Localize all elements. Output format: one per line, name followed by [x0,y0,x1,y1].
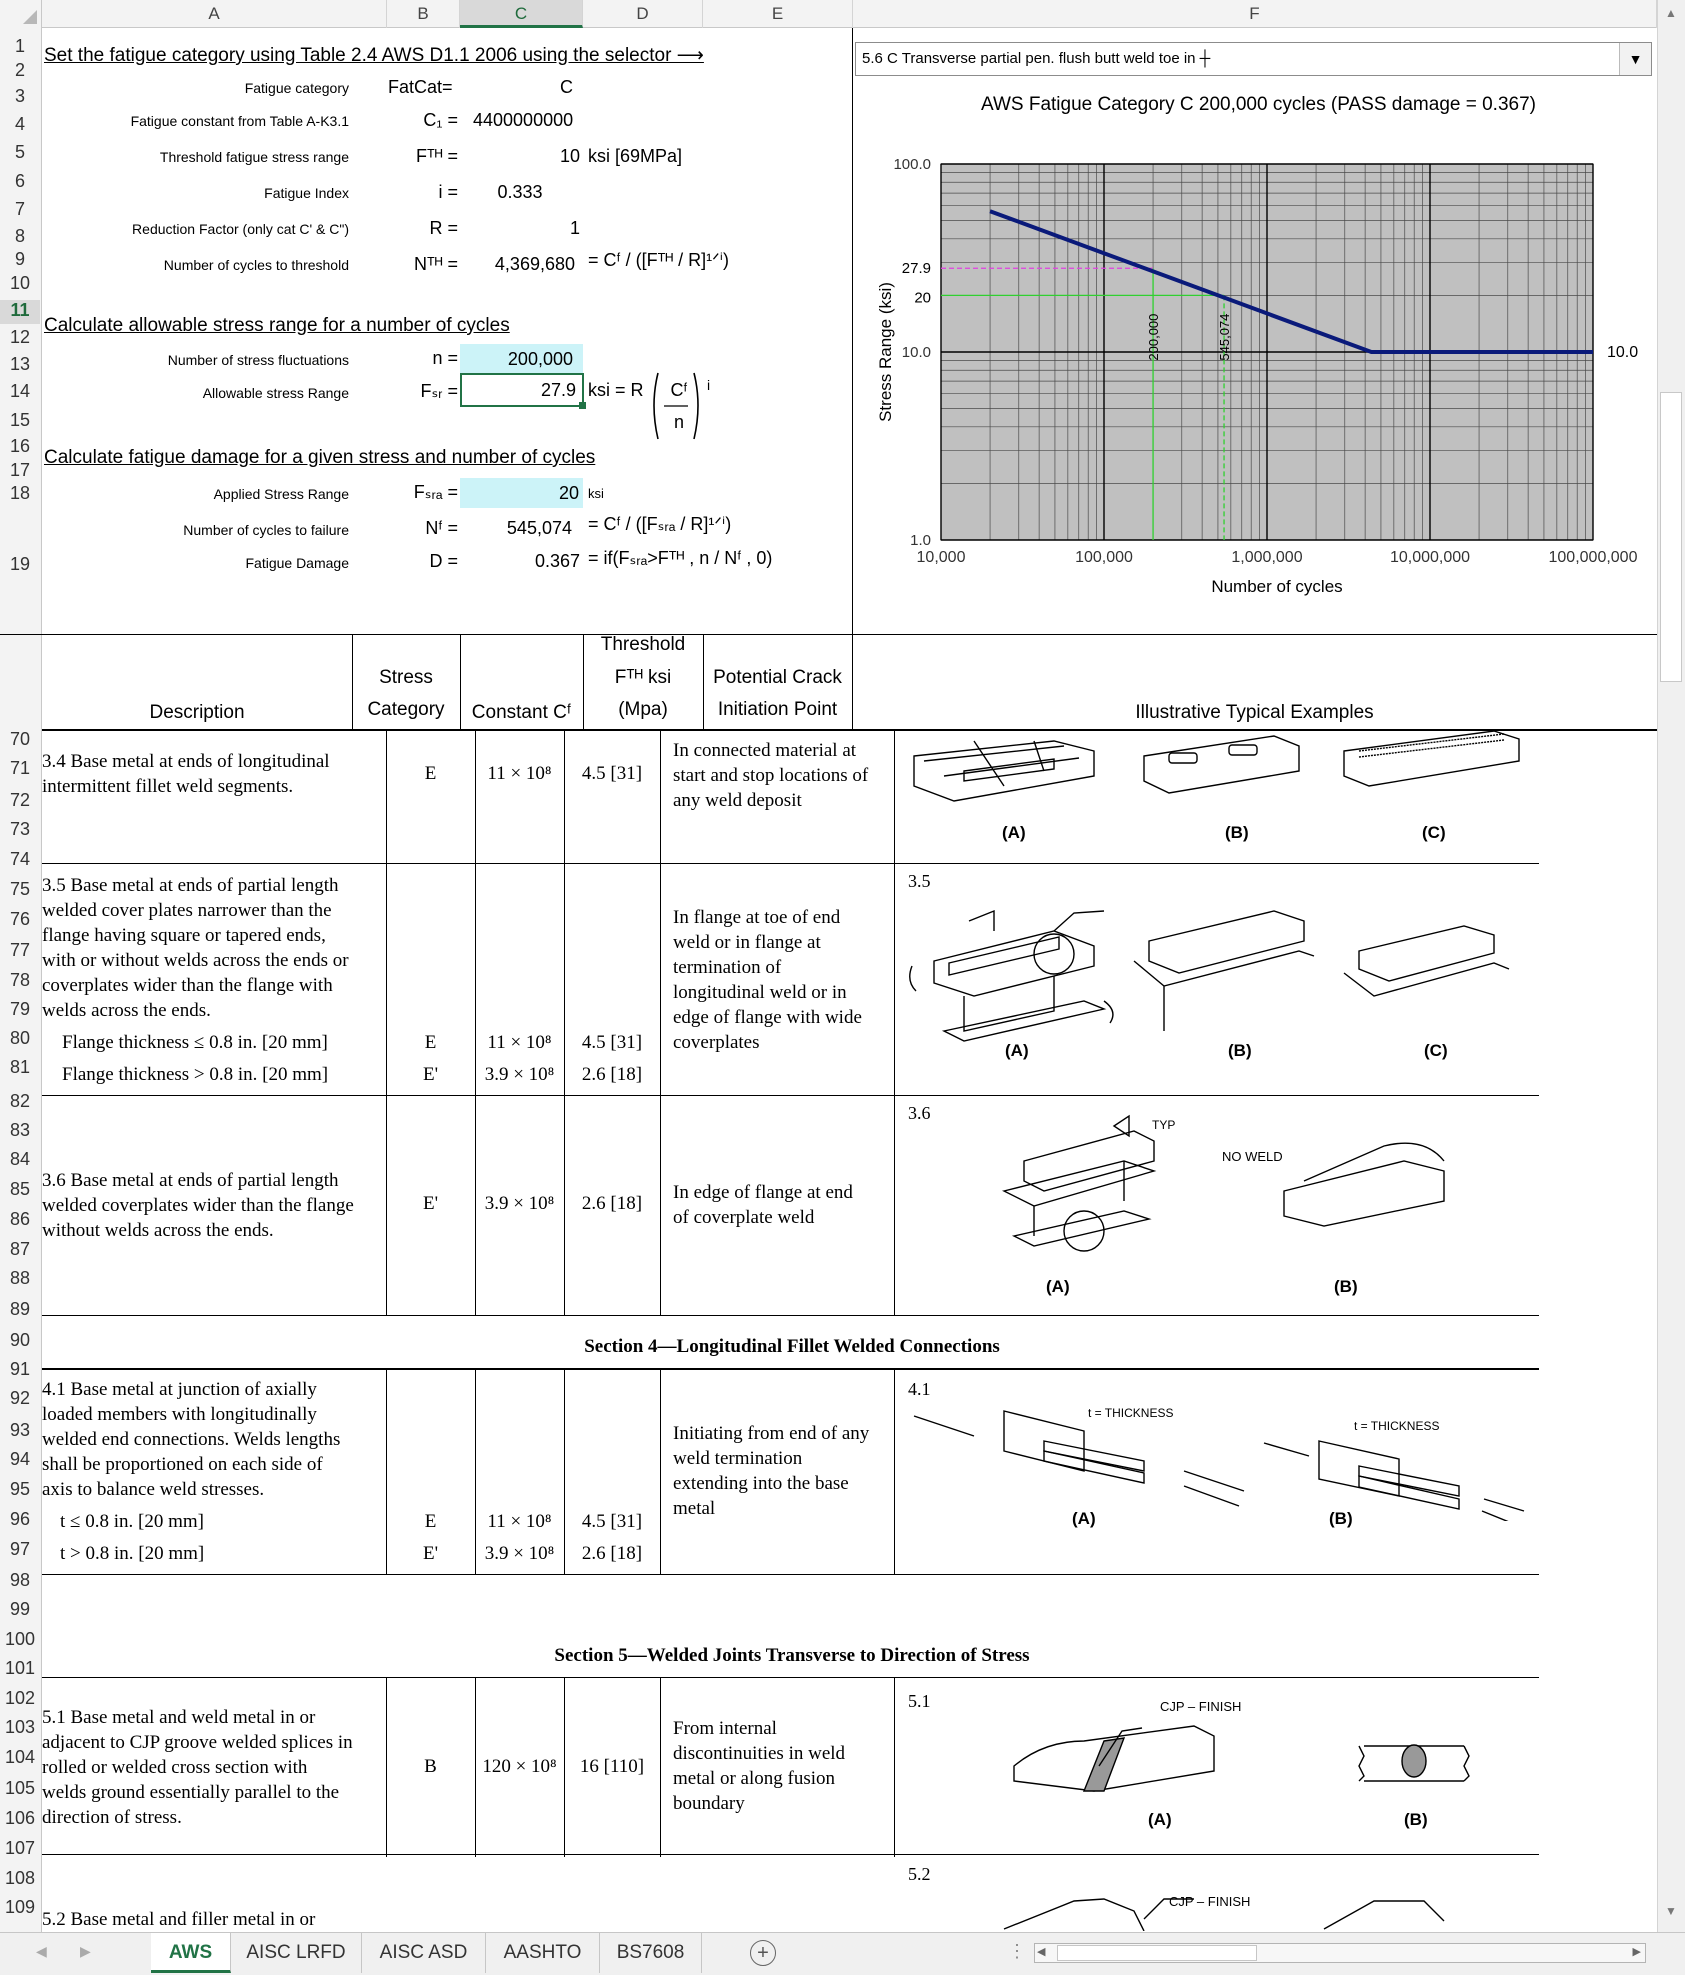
row-header-15[interactable]: 15 [9,410,31,430]
thickness-label-a: t = THICKNESS [1088,1406,1174,1420]
cell-nth-value[interactable]: 4,369,680 [494,254,575,274]
row-header-3[interactable]: 3 [14,86,25,106]
fatigue-chart [853,40,1652,634]
heading-fatigue-damage: Calculate fatigue damage for a given stress and number of cycles [44,447,596,468]
fig-number-3-6: 3.6 [908,1103,931,1123]
cell-i-value[interactable]: 0.333 [497,182,543,202]
symbol-cf: C₁ = [423,110,458,130]
cat-5-1: B [424,1756,437,1777]
vertical-scrollbar[interactable] [1657,0,1685,1932]
section-5-title: Section 5—Welded Joints Transverse to Direction of Stress [554,1645,1030,1666]
fig-3-4-a: (A) [1002,823,1026,842]
cell-n-input[interactable]: 200,000 [460,344,583,374]
row-header-73[interactable]: 73 [9,818,31,839]
thr-4-1-1: 4.5 [31] [581,1511,643,1532]
fig-3-4-c: (C) [1422,823,1446,842]
row-header-109[interactable]: 109 [4,1897,36,1918]
symbol-fth: Fᵀᴴ = [415,146,458,166]
const-4-1-2: 3.9 × 10⁸ [484,1543,555,1564]
marker-label-1: 200,000 [1146,313,1162,361]
row-header-2[interactable]: 2 [14,60,25,80]
sheet-tab-bar [0,1932,1685,1975]
row-header-99[interactable]: 99 [9,1598,31,1619]
chevron-down-icon[interactable]: ▼ [1619,43,1651,75]
row-header-91[interactable]: 91 [9,1359,31,1380]
row-header-70[interactable]: 70 [9,729,31,750]
x-tick-label: 100,000,000 [1548,549,1638,566]
crack-5-1: From internal discontinuities in weld metal or along fusion boundary [673,1718,846,1814]
fth-unit: ksi [69MPa] [588,146,683,166]
crack-3-4: In connected material at start and stop locations of any weld deposit [673,740,869,811]
const-4-1-1: 11 × 10⁸ [487,1511,552,1532]
row-header-11[interactable]: 11 [0,300,40,324]
fig-3-6-b: (B) [1334,1277,1358,1296]
row-header-90[interactable]: 90 [9,1330,31,1351]
header-constant: Constant Cᶠ [471,702,572,723]
desc-5-1: 5.1 Base metal and weld metal in or adjacent to CJP groove welded splices in rolled or welded cross section with welds ground essentially parallel to the direction of stress. [42,1707,353,1828]
hscroll-right-icon[interactable]: ▶ [1632,1946,1641,1958]
label-fatigue-category: Fatigue category [244,80,349,96]
tab-aws[interactable]: AWS [151,1933,231,1973]
column-header-a[interactable]: A [42,0,387,28]
right-threshold-label: 10.0 [1607,344,1639,361]
cell-fatcat-value[interactable]: C [560,77,573,97]
row-header-16[interactable]: 16 [9,436,31,456]
row-header-18[interactable]: 18 [9,483,31,503]
desc-3-4: 3.4 Base metal at ends of longitudinal intermittent fillet weld segments. [42,751,330,797]
row-header-89[interactable]: 89 [9,1298,31,1319]
crack-3-6: In edge of flange at end of coverplate weld [673,1182,853,1228]
crack-4-1: Initiating from end of any weld termination extending into the base metal [673,1423,870,1519]
no-weld-label: NO WELD [1222,1149,1283,1164]
row-header-93[interactable]: 93 [9,1419,31,1440]
row-header-97[interactable]: 97 [9,1539,31,1560]
cjp-finish-label-5-2: CJP – FINISH [1169,1894,1251,1909]
column-header-d[interactable]: D [583,0,703,28]
nf-formula: = Cᶠ / ([Fₛᵣₐ / R]¹ᐟⁱ) [588,514,732,534]
tab-aisc-lrfd[interactable]: AISC LRFD [231,1933,362,1973]
column-header-b[interactable]: B [387,0,460,28]
fig-number-3-5: 3.5 [908,871,931,891]
row-header-95[interactable]: 95 [9,1478,31,1499]
row-header-98[interactable]: 98 [9,1569,31,1590]
row-header-101[interactable]: 101 [4,1657,36,1678]
label-fatigue-index: Fatigue Index [264,185,349,201]
row-header-71[interactable]: 71 [9,758,31,779]
row-header-104[interactable]: 104 [4,1747,36,1768]
y-tick-label: 10.0 [901,344,931,361]
cell-fth-value[interactable]: 10 [559,146,580,166]
tab-aashto[interactable]: AASHTO [486,1933,600,1973]
row-header-5[interactable]: 5 [14,142,25,162]
fig-4-1-a: (A) [1072,1509,1096,1528]
const-3-5-2: 3.9 × 10⁸ [484,1064,555,1085]
column-header-bar [0,0,1685,28]
row-header-80[interactable]: 80 [9,1027,31,1048]
example-4-1-drawing [904,1391,1534,1521]
header-crack: Potential Crack [713,667,842,688]
d-formula: = if(Fₛᵣₐ>Fᵀᴴ , n / Nᶠ , 0) [588,548,773,568]
desc-5-2: 5.2 Base metal and filler metal in or [42,1909,316,1930]
symbol-nth: Nᵀᴴ = [413,254,458,274]
cell-d-value[interactable]: 0.367 [534,551,580,571]
row-header-12[interactable]: 12 [9,327,31,347]
label-fatigue-constant: Fatigue constant from Table A-K3.1 [130,113,349,129]
row-header-74[interactable]: 74 [9,848,31,869]
cat-4-1-2: E' [422,1543,439,1564]
header-threshold: Threshold [600,634,686,655]
row-header-7[interactable]: 7 [14,199,25,219]
header-initiation: Initiation Point [717,699,838,720]
const-3-4: 11 × 10⁸ [487,763,552,784]
fill-handle[interactable] [579,402,586,409]
label-fatigue-damage: Fatigue Damage [245,555,349,571]
fsr-fraction-top: Cᶠ [670,380,688,400]
fsr-fraction-bottom: n [673,412,684,432]
x-tick-label: 100,000 [1075,549,1133,566]
thr-3-4: 4.5 [31] [581,763,643,784]
fig-number-5-2: 5.2 [908,1864,931,1884]
fig-3-5-a: (A) [1005,1041,1029,1060]
thr-5-1: 16 [110] [579,1756,645,1777]
row-header-9[interactable]: 9 [14,249,25,269]
example-3-5-drawing [904,891,1534,1051]
desc-3-5-sub2: Flange thickness > 0.8 in. [20 mm] [62,1064,329,1085]
thr-3-6: 2.6 [18] [581,1193,643,1214]
y-mark-label-1: 27.9 [901,260,931,278]
row-header-84[interactable]: 84 [9,1148,31,1169]
row-header-6[interactable]: 6 [14,171,25,191]
header-description: Description [149,702,245,723]
x-axis-title: Number of cycles [1211,577,1343,596]
fsr-fraction [648,365,711,447]
example-3-6-drawing [904,1111,1534,1291]
desc-3-5-sub1: Flange thickness ≤ 0.8 in. [20 mm] [62,1032,328,1053]
header-stress: Stress [379,667,433,688]
label-stress-fluctuations: Number of stress fluctuations [167,352,349,368]
row-header-77[interactable]: 77 [9,939,31,960]
scroll-down-icon[interactable]: ▼ [1665,1904,1677,1918]
chart-title: AWS Fatigue Category C 200,000 cycles (PASS damage = 0.367) [981,94,1536,115]
cell-fsr-selected[interactable]: 27.9 [460,373,584,407]
thickness-label-b: t = THICKNESS [1354,1419,1440,1433]
row-header-19[interactable]: 19 [9,554,31,574]
symbol-d: D = [429,551,458,571]
typ-label: TYP [1152,1118,1176,1132]
fig-3-6-a: (A) [1046,1277,1070,1296]
row-header-102[interactable]: 102 [4,1688,36,1709]
desc-3-6: 3.6 Base metal at ends of partial length welded coverplates wider than the flange without welds across the ends. [42,1170,354,1241]
row-header-85[interactable]: 85 [9,1179,31,1199]
row-header-94[interactable]: 94 [9,1448,31,1469]
label-cycles-to-failure: Number of cycles to failure [183,522,349,538]
row-header-81[interactable]: 81 [9,1056,31,1077]
cell-fsra-input[interactable]: 20 [460,478,583,508]
cat-3-5-2: E' [422,1064,439,1085]
fig-5-1-b: (B) [1404,1810,1428,1829]
marker-label-2: 545,074 [1217,313,1233,361]
horizontal-scrollbar[interactable] [1034,1943,1646,1963]
row-header-105[interactable]: 105 [4,1777,36,1798]
desc-4-1: 4.1 Base metal at junction of axially loaded members with longitudinally welded end connections. Welds lengths shall be proportioned on each side of axis to balance weld stresses. [42,1379,341,1500]
cell-cf-value[interactable]: 4400000000 [473,110,574,130]
crack-3-5: In flange at toe of end weld or in flange at termination of longitudinal weld or in edge of flange with wide coverplates [673,907,862,1053]
fig-5-1-a: (A) [1148,1810,1172,1829]
row-header-107[interactable]: 107 [4,1837,36,1858]
row-header-1[interactable]: 1 [14,36,25,56]
tab-aisc-asd[interactable]: AISC ASD [362,1933,486,1973]
column-header-f[interactable]: F [853,0,1657,28]
label-applied-stress: Applied Stress Range [213,486,349,502]
cell-nf-value[interactable]: 545,074 [506,518,572,538]
x-tick-label: 10,000 [916,549,966,566]
row-header-86[interactable]: 86 [9,1209,31,1230]
tab-scroll-left-icon[interactable]: ◀ [36,1943,47,1959]
cat-3-6: E' [422,1193,439,1214]
tab-bs7608[interactable]: BS7608 [600,1933,702,1973]
y-tick-label: 1.0 [910,532,931,549]
vertical-scroll-thumb[interactable] [1660,392,1682,682]
row-header-100[interactable]: 100 [4,1628,36,1649]
column-header-c[interactable]: C [460,0,583,28]
cell-r-value[interactable]: 1 [569,218,580,238]
label-cycles-to-threshold: Number of cycles to threshold [163,257,349,273]
row-header-72[interactable]: 72 [9,789,31,810]
aws-table-picture[interactable] [42,731,1657,1932]
x-tick-label: 10,000,000 [1389,549,1471,566]
row-header-96[interactable]: 96 [9,1509,31,1530]
row-header-8[interactable]: 8 [14,226,25,246]
row-header-103[interactable]: 103 [4,1717,36,1738]
fatigue-chart-svg [853,40,1652,634]
fig-4-1-b: (B) [1329,1509,1353,1528]
thr-3-5-2: 2.6 [18] [581,1064,643,1085]
y-mark-label-2: 20 [914,289,931,307]
section-4-title: Section 4—Longitudinal Fillet Welded Connections [584,1336,1000,1357]
fsra-unit: ksi [588,486,604,501]
cjp-finish-label-5-1: CJP – FINISH [1160,1699,1242,1714]
heading-fatigue-category: Set the fatigue category using Table 2.4 AWS D1.1 2006 using the selector ⟶ [44,45,704,66]
nth-formula: = Cᶠ / ([Fᵀᴴ / R]¹ᐟⁱ) [588,250,729,270]
symbol-r: R = [429,218,458,238]
tab-scroll-right-icon[interactable]: ▶ [80,1943,91,1959]
label-reduction-factor: Reduction Factor (only cat C' & C") [132,221,349,237]
header-threshold-unit: Fᵀᴴ ksi [614,667,672,688]
fig-number-4-1: 4.1 [908,1379,931,1399]
symbol-fsr: Fₛᵣ = [420,381,458,401]
row-header-17[interactable]: 17 [9,460,31,480]
fsr-formula: ksi = R [588,380,644,400]
row-header-106[interactable]: 106 [4,1807,36,1828]
row-header-108[interactable]: 108 [4,1868,36,1889]
row-header-bar [0,28,42,1932]
header-threshold-mpa: (Mpa) [618,699,668,720]
x-tick-label: 1,000,000 [1231,549,1303,566]
const-3-5-1: 11 × 10⁸ [487,1032,552,1053]
thr-4-1-2: 2.6 [18] [581,1543,643,1564]
const-3-6: 3.9 × 10⁸ [484,1193,555,1214]
y-tick-label: 100.0 [893,156,931,173]
fig-3-5-c: (C) [1424,1041,1448,1060]
row-header-14[interactable]: 14 [9,381,31,401]
row-header-83[interactable]: 83 [9,1119,31,1140]
desc-3-5: 3.5 Base metal at ends of partial length welded cover plates narrower than the flange having square or tapered ends, with or without welds across the ends or coverplates wider than the flange with welds across the ends. [42,875,349,1021]
row-header-92[interactable]: 92 [9,1388,31,1409]
more-options-icon[interactable]: ⋮ [1008,1941,1026,1961]
header-category: Category [367,699,445,720]
fsr-exponent: i [707,377,711,393]
row-header-13[interactable]: 13 [9,354,31,374]
label-threshold-stress: Threshold fatigue stress range [159,149,349,165]
row-header-76[interactable]: 76 [9,909,31,930]
row-header-82[interactable]: 82 [9,1090,31,1111]
cat-3-5-1: E [424,1032,437,1053]
scroll-up-icon[interactable]: ▲ [1665,6,1677,20]
desc-4-1-sub2: t > 0.8 in. [20 mm] [60,1543,205,1564]
symbol-nf: Nᶠ = [425,518,458,538]
fig-3-4-b: (B) [1225,823,1249,842]
header-examples: Illustrative Typical Examples [1135,702,1374,723]
row-header-88[interactable]: 88 [9,1268,31,1289]
row-header-87[interactable]: 87 [9,1239,31,1260]
row-header-79[interactable]: 79 [9,998,31,1019]
label-allowable-stress: Allowable stress Range [202,385,349,401]
y-axis-title: Stress Range (ksi) [876,282,895,422]
cat-3-4: E [424,763,437,784]
fig-number-5-1: 5.1 [908,1691,931,1711]
thr-3-5-1: 4.5 [31] [581,1032,643,1053]
symbol-fatcat: FatCat= [388,77,453,97]
row-header-4[interactable]: 4 [14,114,25,134]
symbol-i: i = [438,182,458,202]
category-selector-value: 5.6 C Transverse partial pen. flush butt weld toe in ┼ [862,50,1211,67]
plus-circle-icon[interactable]: + [750,1940,776,1966]
desc-4-1-sub1: t ≤ 0.8 in. [20 mm] [60,1511,204,1532]
const-5-1: 120 × 10⁸ [482,1756,557,1777]
example-5-1-drawing [904,1706,1534,1826]
horizontal-scroll-thumb[interactable] [1057,1945,1257,1961]
row-header-78[interactable]: 78 [9,969,31,990]
symbol-n: n = [432,348,458,368]
column-header-e[interactable]: E [703,0,853,28]
select-all-corner[interactable] [0,0,42,28]
fig-3-5-b: (B) [1228,1041,1252,1060]
heading-allowable-stress: Calculate allowable stress range for a number of cycles [44,315,510,336]
row-header-10[interactable]: 10 [9,273,31,293]
table-header [42,634,1657,730]
row-header-75[interactable]: 75 [9,879,31,900]
hscroll-left-icon[interactable]: ◀ [1037,1946,1046,1958]
cat-4-1-1: E [424,1511,437,1532]
symbol-fsra: Fₛᵣₐ = [413,482,458,502]
